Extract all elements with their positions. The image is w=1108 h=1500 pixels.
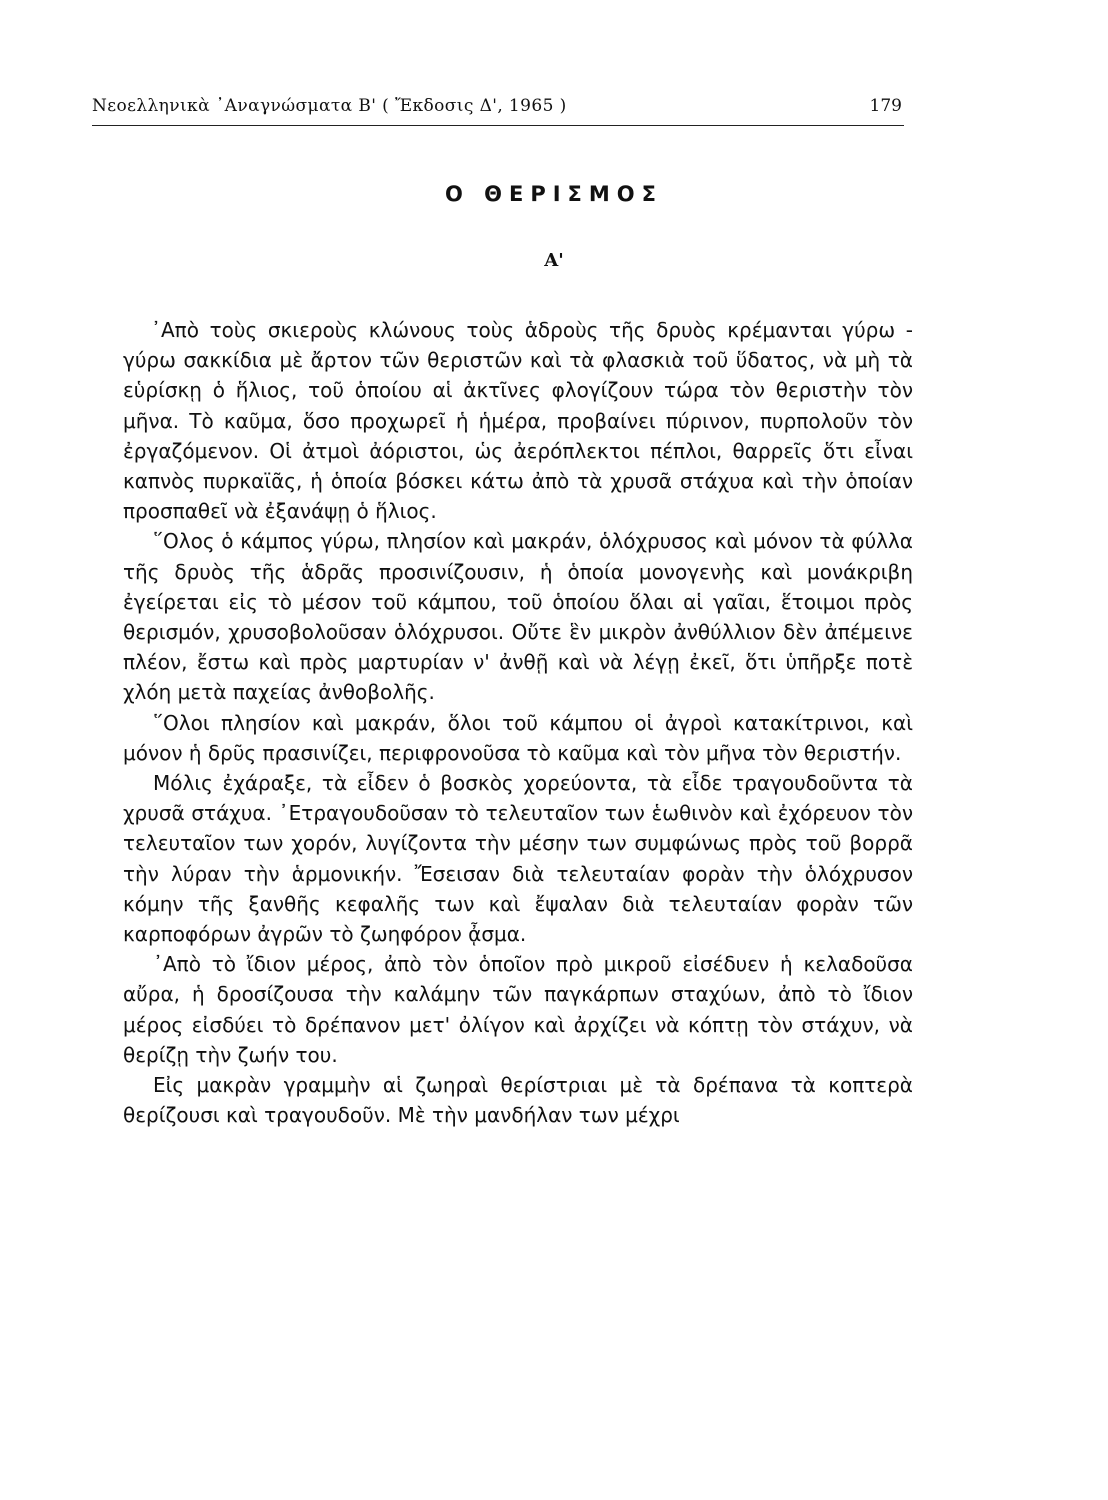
paragraph: ῞Ολοι πλησίον καὶ μακράν, ὅλοι τοῦ κάμπου οἱ ἀγροὶ κατακίτρινοι, καὶ μόνον ἡ δρῦς πρασινίζει, περιφρονοῦσα τὸ καῦμα καὶ τὸν μῆνα τὸν θεριστήν.: [123, 710, 913, 765]
paragraph: ῞Ολος ὁ κάμπος γύρω, πλησίον καὶ μακράν, ὁλόχρυσος καὶ μόνον τὰ φύλλα τῆς δρυὸς τῆς ἁδρᾶς προσινίζουσιν, ἡ ὁποία μονογενὴς καὶ μονάκριβη ἐγείρεται εἰς τὸ μέσον τοῦ κάμπου, τοῦ ὁποίου ὅλαι αἱ γαῖαι, ἕτοιμοι πρὸς θερισμόν, χρυσοβολοῦσαν ὁλόχρυσοι. Οὔτε ἓν μικρὸν ἀνθύλλιον δὲν ἀπέμεινε πλέον, ἔστω καὶ πρὸς μαρτυρίαν ν' ἀνθῇ καὶ νὰ λέγῃ ἐκεῖ, ὅτι ὑπῆρξε ποτὲ χλόη μετὰ παχείας ἀνθοβολῆς.: [123, 529, 913, 705]
section-heading: Α': [544, 250, 564, 271]
running-title: Νεοελληνικὰ ᾿Αναγνώσματα Β' ( Ἔκδοσις Δ', 1965 ): [92, 96, 567, 116]
paragraph: Εἰς μακρὰν γραμμὴν αἱ ζωηραὶ θερίστριαι μὲ τὰ δρέπανα τὰ κοπτερὰ θερίζουσι καὶ τραγουδοῦν. Μὲ τὴν μανδήλαν των μέχρι: [123, 1073, 913, 1128]
article-body: [123, 315, 913, 1130]
running-header: [92, 96, 904, 126]
page-number: 179: [869, 96, 902, 116]
article-title: Ο ΘΕΡΙΣΜΟΣ: [444, 182, 663, 206]
header-rule: [92, 125, 904, 126]
paragraph: ᾿Απὸ τοὺς σκιεροὺς κλώνους τοὺς ἁδροὺς τῆς δρυὸς κρέμανται γύρω - γύρω σακκίδια μὲ ἄρτον τῶν θεριστῶν καὶ τὰ φλασκιὰ τοῦ ὕδατος, νὰ μὴ τὰ εὑρίσκῃ ὁ ἥλιος, τοῦ ὁποίου αἱ ἀκτῖνες φλογίζουν τώρα τὸν θεριστὴν τὸν μῆνα. Τὸ καῦμα, ὅσο προχωρεῖ ἡ ἡμέρα, προβαίνει πύρινον, πυρπολοῦν τὸν ἐργαζόμενον. Οἱ ἀτμοὶ ἀόριστοι, ὡς ἀερόπλεκτοι πέπλοι, θαρρεῖς ὅτι εἶναι καπνὸς πυρκαϊᾶς, ἡ ὁποία βόσκει κάτω ἀπὸ τὰ χρυσᾶ στάχυα καὶ τὴν ὁποίαν προσπαθεῖ νὰ ἐξανάψῃ ὁ ἥλιος.: [123, 318, 913, 524]
paragraph: ᾿Απὸ τὸ ἴδιον μέρος, ἀπὸ τὸν ὁποῖον πρὸ μικροῦ εἰσέδυεν ἡ κελαδοῦσα αὔρα, ἡ δροσίζουσα τὴν καλάμην τῶν παγκάρπων σταχύων, ἀπὸ τὸ ἴδιον μέρος εἰσδύει τὸ δρέπανον μετ' ὀλίγον καὶ ἀρχίζει νὰ κόπτῃ τὸν στάχυν, νὰ θερίζῃ τὴν ζωήν του.: [123, 952, 913, 1067]
paragraph: Μόλις ἐχάραξε, τὰ εἶδεν ὁ βοσκὸς χορεύοντα, τὰ εἶδε τραγουδοῦντα τὰ χρυσᾶ στάχυα. ᾿Ετραγουδοῦσαν τὸ τελευταῖον των ἑωθινὸν καὶ ἐχόρευον τὸν τελευταῖον των χορόν, λυγίζοντα τὴν μέσην των συμφώνως πρὸς τοῦ βορρᾶ τὴν λύραν τὴν ἁρμονικήν. Ἔσεισαν διὰ τελευταίαν φορὰν τὴν ὁλόχρυσον κόμην τῆς ξανθῆς κεφαλῆς των καὶ ἔψαλαν διὰ τελευταίαν φορὰν τῶν καρποφόρων ἀγρῶν τὸ ζωηφόρον ᾆσμα.: [123, 771, 913, 947]
